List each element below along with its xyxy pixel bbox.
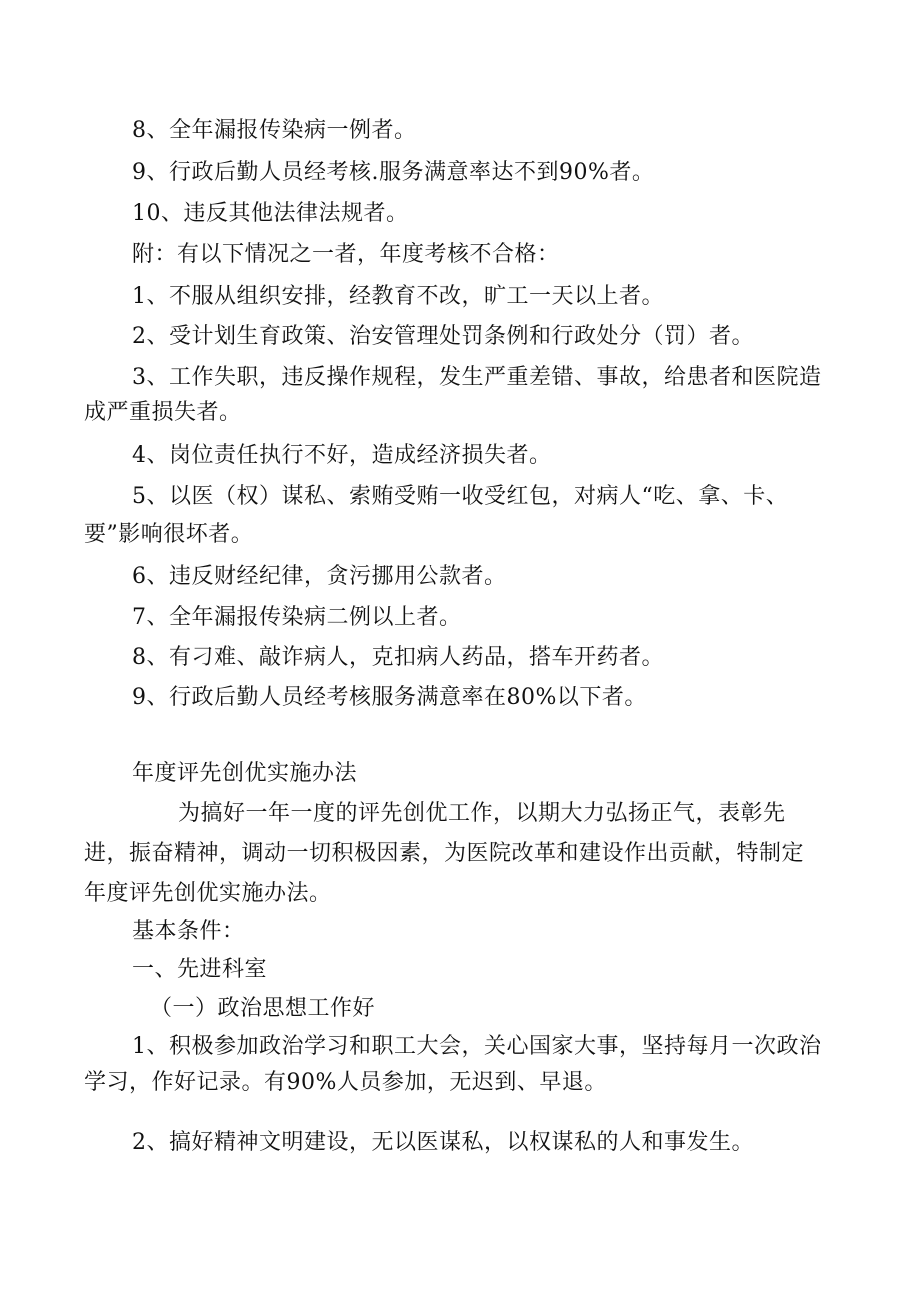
intro-line-1: 为搞好一年一度的评先创优工作，以期大力弘扬正气，表彰先 — [178, 801, 786, 826]
fail-item-5-line1: 5、以医（权）谋私、索贿受贿一收受红包，对病人“吃、拿、卡、 — [132, 484, 789, 509]
advanced-department-heading: 一、先进科室 — [132, 957, 268, 982]
fail-item-3-line1: 3、工作失职，违反操作规程，发生严重差错、事故，给患者和医院造 — [132, 365, 822, 390]
political-work-subheading: （一）政治思想工作好 — [150, 996, 376, 1021]
item-10-other-laws: 10、违反其他法律法规者。 — [132, 201, 409, 226]
fail-item-6: 6、违反财经纪律，贪污挪用公款者。 — [132, 564, 507, 589]
appendix-heading: 附：有以下情况之一者，年度考核不合格： — [132, 242, 560, 267]
political-item-1-line2: 学习，作好记录。有90%人员参加，无迟到、早退。 — [84, 1070, 607, 1095]
fail-item-5-line2: 要”影响很坏者。 — [84, 522, 254, 547]
fail-item-4: 4、岗位责任执行不好，造成经济损失者。 — [132, 443, 552, 468]
fail-item-9: 9、行政后勤人员经考核服务满意率在80%以下者。 — [132, 685, 647, 710]
intro-line-3: 年度评先创优实施办法。 — [84, 881, 332, 906]
fail-item-1: 1、不服从组织安排，经教育不改，旷工一天以上者。 — [132, 284, 664, 309]
political-item-2: 2、搞好精神文明建设，无以医谋私，以权谋私的人和事发生。 — [132, 1130, 754, 1155]
fail-item-7: 7、全年漏报传染病二例以上者。 — [132, 605, 462, 630]
fail-item-8: 8、有刁难、敲诈病人，克扣病人药品，搭车开药者。 — [132, 645, 664, 670]
section-title: 年度评先创优实施办法 — [132, 761, 358, 786]
basic-conditions-heading: 基本条件： — [132, 919, 245, 944]
item-8-leak-report: 8、全年漏报传染病一例者。 — [132, 118, 417, 143]
fail-item-2: 2、受计划生育政策、治安管理处罚条例和行政处分（罚）者。 — [132, 324, 754, 349]
fail-item-3-line2: 成严重损失者。 — [84, 400, 242, 425]
intro-line-2: 进，振奋精神，调动一切积极因素，为医院改革和建设作出贡献，特制定 — [84, 841, 805, 866]
political-item-1-line1: 1、积极参加政治学习和职工大会，关心国家大事，坚持每月一次政治 — [132, 1034, 822, 1059]
item-9-admin-satisfaction: 9、行政后勤人员经考核.服务满意率达不到90%者。 — [132, 160, 655, 185]
